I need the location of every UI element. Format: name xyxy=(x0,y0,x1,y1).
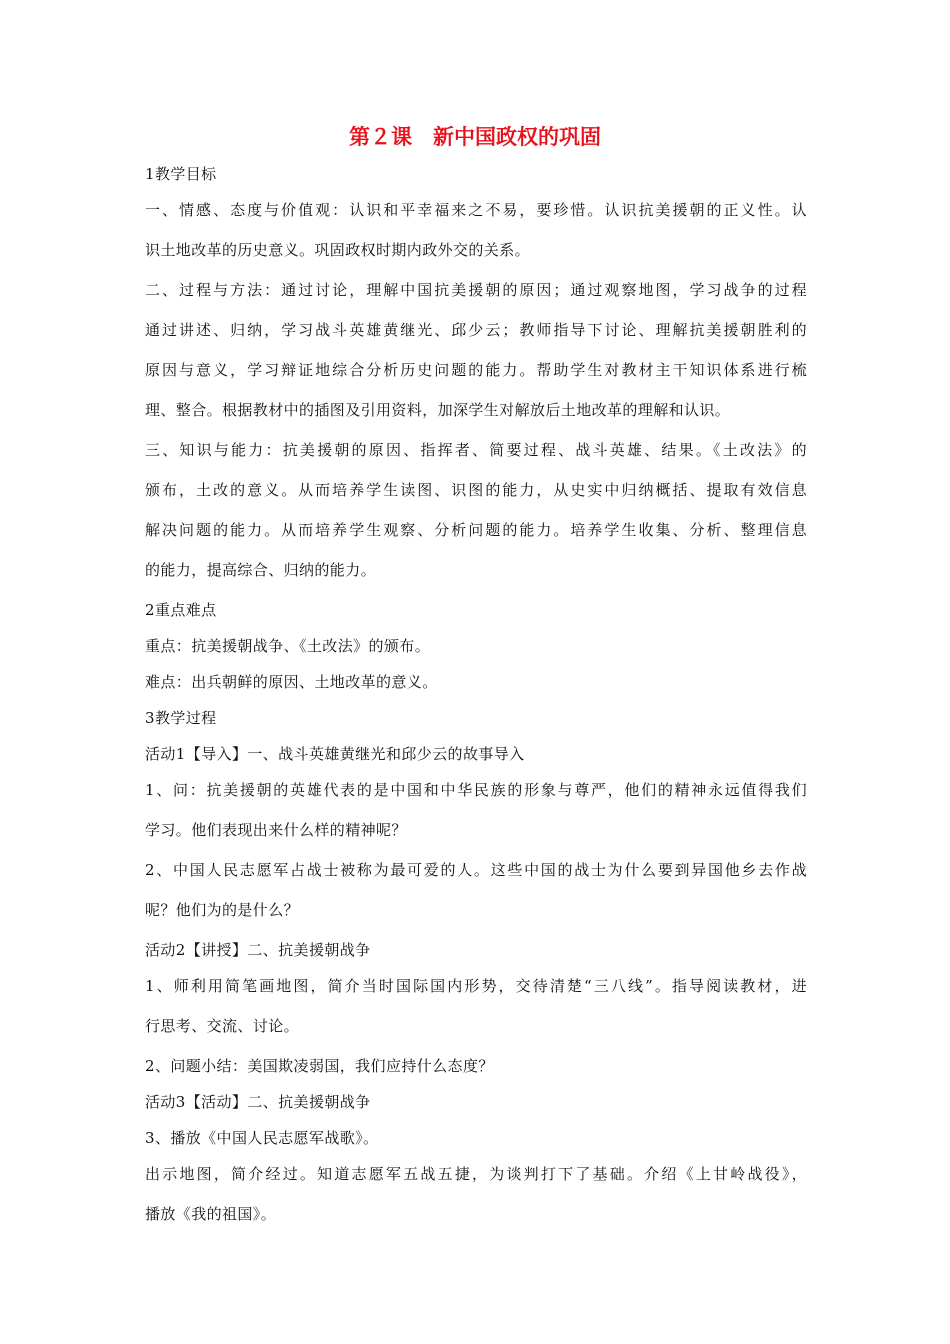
paragraph-line: 行思考、交流、讨论。 xyxy=(145,1017,300,1035)
section-heading-process: 3教学过程 xyxy=(145,709,217,727)
paragraph-line: 出示地图，简介经过。知道志愿军五战五捷，为谈判打下了基础。介绍《上甘岭战役》， xyxy=(145,1165,807,1183)
paragraph-line: 1、师利用简笔画地图，简介当时国际国内形势，交待清楚“三八线”。指导阅读教材，进 xyxy=(145,977,807,995)
paragraph-line: 二、过程与方法：通过讨论，理解中国抗美援朝的原因；通过观察地图，学习战争的过程 xyxy=(145,281,807,299)
section-heading-objectives: 1教学目标 xyxy=(145,165,217,183)
activity-heading: 活动3【活动】二、抗美援朝战争 xyxy=(145,1093,371,1111)
paragraph-line: 颁布，土改的意义。从而培养学生读图、识图的能力，从史实中归纳概括、提取有效信息 xyxy=(145,481,807,499)
paragraph-line: 学习。他们表现出来什么样的精神呢？ xyxy=(145,821,407,839)
paragraph-line: 一、情感、态度与价值观：认识和平幸福来之不易，要珍惜。认识抗美援朝的正义性。认 xyxy=(145,201,807,219)
paragraph-line: 重点：抗美援朝战争、《土改法》的颁布。 xyxy=(145,637,431,655)
paragraph-line: 1、问：抗美援朝的英雄代表的是中国和中华民族的形象与尊严，他们的精神永远值得我们 xyxy=(145,781,807,799)
paragraph-line: 2、中国人民志愿军占战士被称为最可爱的人。这些中国的战士为什么要到异国他乡去作战 xyxy=(145,861,807,879)
paragraph-line: 的能力，提高综合、归纳的能力。 xyxy=(145,561,377,579)
paragraph-line: 难点：出兵朝鲜的原因、土地改革的意义。 xyxy=(145,673,438,691)
paragraph-line: 呢？他们为的是什么？ xyxy=(145,901,300,919)
section-heading-key-points: 2重点难点 xyxy=(145,601,217,619)
paragraph-line: 三、知识与能力：抗美援朝的原因、指挥者、简要过程、战斗英雄、结果。《土改法》的 xyxy=(145,441,807,459)
paragraph-line: 解决问题的能力。从而培养学生观察、分析问题的能力。培养学生收集、分析、整理信息 xyxy=(145,521,807,539)
activity-heading: 活动2【讲授】二、抗美援朝战争 xyxy=(145,941,371,959)
paragraph-line: 原因与意义，学习辩证地综合分析历史问题的能力。帮助学生对教材主干知识体系进行梳 xyxy=(145,361,807,379)
paragraph-line: 播放《我的祖国》。 xyxy=(145,1205,277,1223)
document-body xyxy=(145,160,807,1240)
paragraph-line: 通过讲述、归纳，学习战斗英雄黄继光、邱少云；教师指导下讨论、理解抗美援朝胜利的 xyxy=(145,321,807,339)
paragraph-line: 识土地改革的历史意义。巩固政权时期内政外交的关系。 xyxy=(145,241,531,259)
paragraph-line: 2、问题小结：美国欺凌弱国，我们应持什么态度？ xyxy=(145,1057,494,1075)
document-title: 第２课 新中国政权的巩固 xyxy=(349,124,601,149)
paragraph-line: 理、整合。根据教材中的插图及引用资料，加深学生对解放后土地改革的理解和认识。 xyxy=(145,401,731,419)
paragraph-line: 3、播放《中国人民志愿军战歌》。 xyxy=(145,1129,379,1147)
activity-heading: 活动1【导入】一、战斗英雄黄继光和邱少云的故事导入 xyxy=(145,745,525,763)
